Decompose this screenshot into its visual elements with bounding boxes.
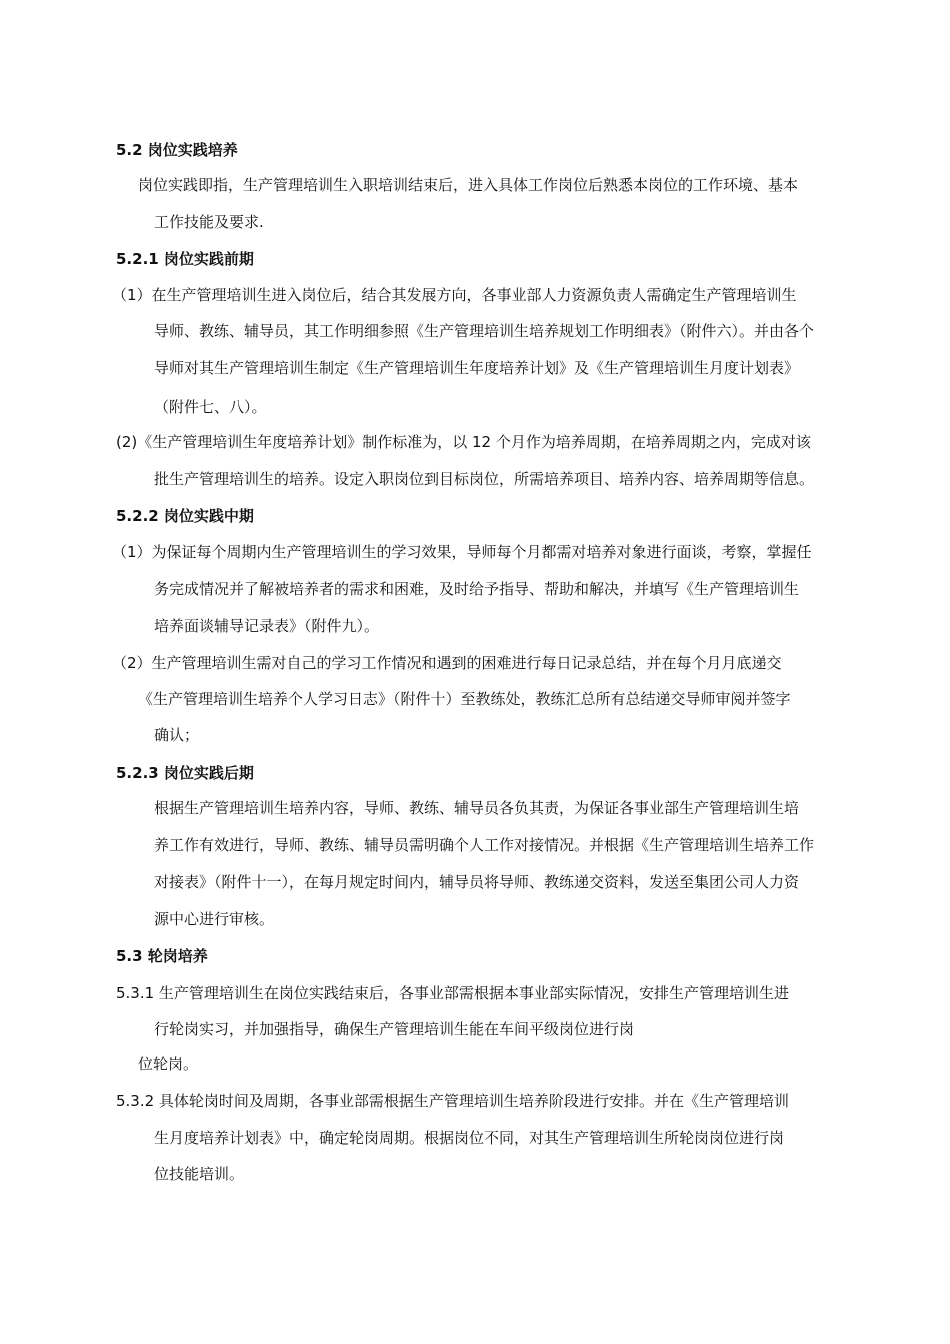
heading-5-2-2: 5.2.2 岗位实践中期 bbox=[116, 507, 254, 525]
paragraph-line: 导师、教练、辅导员，其工作明细参照《生产管理培训生培养规划工作明细表》（附件六）。并由各个 bbox=[154, 322, 815, 340]
paragraph-line: 位轮岗。 bbox=[138, 1055, 199, 1073]
paragraph-line: （1）为保证每个周期内生产管理培训生的学习效果，导师每个月都需对培养对象进行面谈，考察，掌握任 bbox=[112, 543, 812, 561]
paragraph-line: (2)《生产管理培训生年度培养计划》制作标准为，以 12 个月作为培养周期，在培养周期之内，完成对该 bbox=[116, 433, 811, 451]
paragraph-line: 对接表》（附件十一），在每月规定时间内，辅导员将导师、教练递交资料，发送至集团公司人力资 bbox=[154, 873, 800, 891]
paragraph-line: 5.3.2 具体轮岗时间及周期，各事业部需根据生产管理培训生培养阶段进行安排。并在《生产管理培训 bbox=[116, 1092, 789, 1110]
paragraph-line: 《生产管理培训生培养个人学习日志》（附件十）至教练处，教练汇总所有总结递交导师审阅并签字 bbox=[138, 690, 791, 708]
heading-5-2: 5.2 岗位实践培养 bbox=[116, 141, 238, 159]
paragraph-line: 导师对其生产管理培训生制定《生产管理培训生年度培养计划》及《生产管理培训生月度计划表》 bbox=[154, 359, 800, 377]
paragraph-line: 行轮岗实习，并加强指导，确保生产管理培训生能在车间平级岗位进行岗 bbox=[154, 1020, 635, 1038]
paragraph-line: 根据生产管理培训生培养内容，导师、教练、辅导员各负其责，为保证各事业部生产管理培训生培 bbox=[154, 799, 800, 817]
paragraph-line: （1）在生产管理培训生进入岗位后，结合其发展方向，各事业部人力资源负责人需确定生产管理培训生 bbox=[112, 286, 797, 304]
heading-5-2-1: 5.2.1 岗位实践前期 bbox=[116, 250, 254, 268]
paragraph-line: 生月度培养计划表》中，确定轮岗周期。根据岗位不同，对其生产管理培训生所轮岗岗位进行岗 bbox=[154, 1129, 785, 1147]
paragraph-line: （附件七、八）。 bbox=[154, 398, 267, 416]
paragraph-line: 5.3.1 生产管理培训生在岗位实践结束后，各事业部需根据本事业部实际情况，安排生产管理培训生进 bbox=[116, 984, 789, 1002]
paragraph-line: （2）生产管理培训生需对自己的学习工作情况和遇到的困难进行每日记录总结，并在每个月月底递交 bbox=[112, 654, 782, 672]
paragraph-line: 确认； bbox=[154, 726, 200, 744]
paragraph-line: 培养面谈辅导记录表》（附件九）。 bbox=[154, 617, 380, 635]
paragraph-line: 批生产管理培训生的培养。设定入职岗位到目标岗位，所需培养项目、培养内容、培养周期等信息。 bbox=[154, 470, 815, 488]
heading-5-3: 5.3 轮岗培养 bbox=[116, 947, 208, 965]
heading-5-2-3: 5.2.3 岗位实践后期 bbox=[116, 764, 254, 782]
paragraph-line: 源中心进行审核。 bbox=[154, 910, 275, 928]
paragraph-line: 养工作有效进行，导师、教练、辅导员需明确个人工作对接情况。并根据《生产管理培训生培养工作 bbox=[154, 836, 815, 854]
paragraph-line: 岗位实践即指，生产管理培训生入职培训结束后，进入具体工作岗位后熟悉本岗位的工作环境、基本 bbox=[138, 176, 799, 194]
paragraph-line: 务完成情况并了解被培养者的需求和困难，及时给予指导、帮助和解决，并填写《生产管理培训生 bbox=[154, 580, 800, 598]
paragraph-line: 工作技能及要求. bbox=[154, 213, 264, 231]
paragraph-line: 位技能培训。 bbox=[154, 1165, 245, 1183]
